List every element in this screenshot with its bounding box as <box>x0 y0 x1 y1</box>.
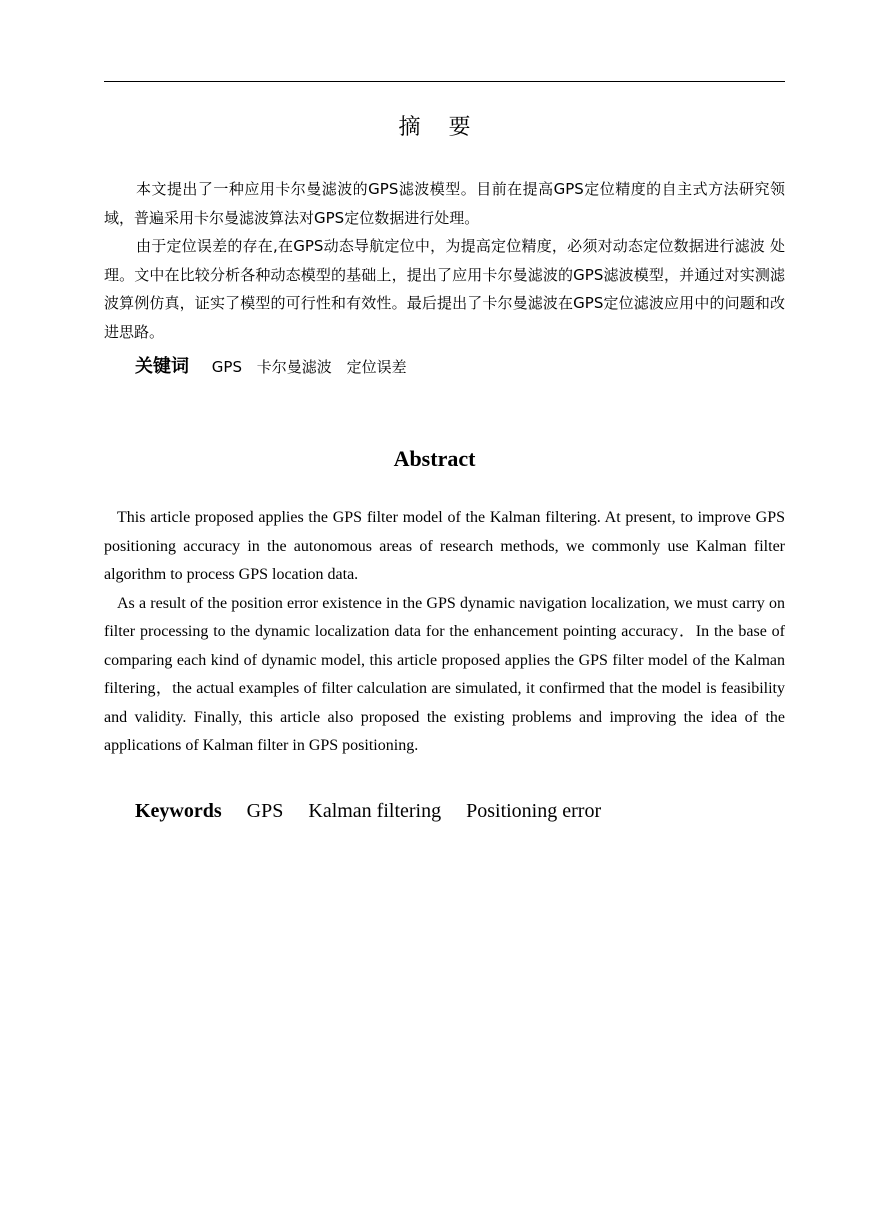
english-abstract-paragraph: This article proposed applies the GPS filter model of the Kalman filtering. At present, to improve GPS positioning accuracy in the autonomous areas of research methods, we commonly use Kalman filter algorithm to process GPS location data. <box>104 509 785 583</box>
header-rule <box>104 81 785 82</box>
chinese-keywords <box>135 353 417 381</box>
english-keywords <box>135 796 621 826</box>
english-keywords-label: Keywords <box>135 800 222 822</box>
english-keyword: Positioning error <box>466 800 602 822</box>
chinese-keywords-label: 关键词 <box>135 356 189 377</box>
chinese-keyword: GPS <box>211 358 242 376</box>
english-abstract-title: Abstract <box>393 446 476 471</box>
chinese-keyword: 卡尔曼滤波 <box>256 358 332 376</box>
english-keyword: GPS <box>246 800 284 822</box>
english-abstract-paragraph: As a result of the position error existence in the GPS dynamic navigation localization, we must carry on filter processing to the dynamic localization data for the enhancement pointing accuracy．In the base of comparing each kind of dynamic model, this article proposed applies the GPS filter model of the Kalman filtering，the actual examples of filter calculation are simulated, it confirmed that the model is feasibility and validity. Finally, this article also proposed the existing problems and improving the idea of the applications of Kalman filter in GPS positioning. <box>104 594 785 754</box>
chinese-abstract-body <box>104 175 785 346</box>
english-keyword: Kalman filtering <box>308 800 442 822</box>
chinese-abstract-paragraph: 本文提出了一种应用卡尔曼滤波的GPS滤波模型。目前在提高GPS定位精度的自主式方法研究领域，普遍采用卡尔曼滤波算法对GPS定位数据进行处理。 <box>104 180 785 227</box>
chinese-abstract-title: 摘要 <box>398 115 499 140</box>
chinese-abstract-paragraph: 由于定位误差的存在,在GPS动态导航定位中，为提高定位精度，必须对动态定位数据进行滤波 处理。文中在比较分析各种动态模型的基础上，提出了应用卡尔曼滤波的GPS滤波模型，并通过对实测滤波算例仿真，证实了模型的可行性和有效性。最后提出了卡尔曼滤波在GPS定位滤波应用中的问题和改进思路。 <box>104 237 785 341</box>
chinese-keyword: 定位误差 <box>346 358 407 376</box>
english-abstract-body <box>104 504 785 761</box>
